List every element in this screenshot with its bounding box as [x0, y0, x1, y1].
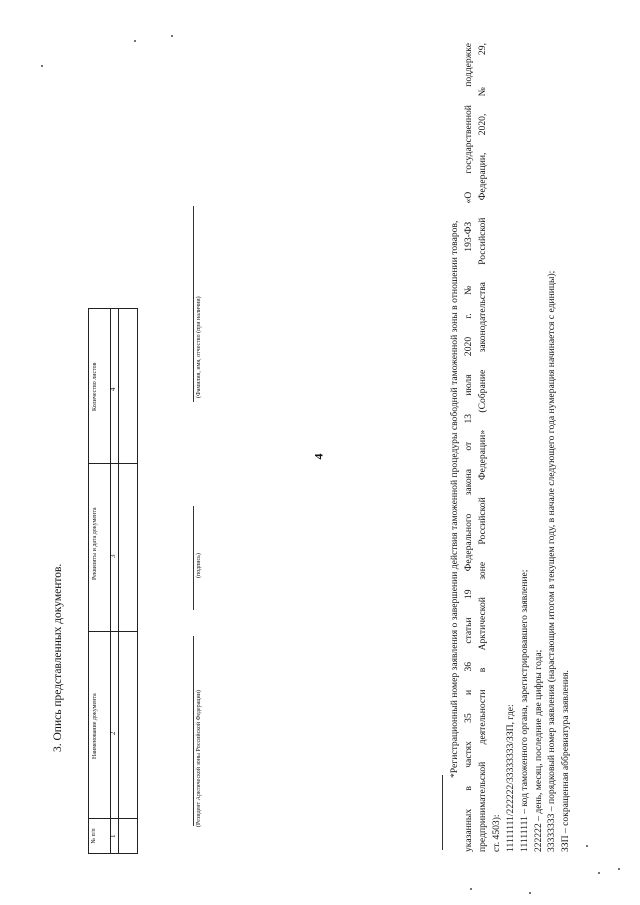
table-rule	[118, 309, 119, 853]
footnote-line: указанных в частях 35 и 36 статьи 19 Федерального закона от 13 июля 2020 г. № 193-ФЗ «О государственной поддержке	[463, 43, 474, 852]
scan-speck	[134, 40, 136, 42]
resident-caption: (Резидент Арктической зоны Российской Федерации)	[196, 690, 202, 827]
table-rule	[89, 631, 137, 632]
footnote-line: ЗЗП – сокращенная аббревиатура заявления.	[560, 670, 571, 852]
column-number-4: 4	[109, 387, 117, 391]
footnote-line: 11111111/222222/33333333/ЗЗП, где:	[505, 704, 516, 852]
column-number-1: 1	[109, 834, 117, 838]
scan-speck	[586, 845, 588, 847]
signature-caption: (подпись)	[196, 553, 202, 578]
footnote-line: 33333333 – порядковый номер заявления (нарастающим итогом в текущем году, в начале следующего года нумерация начинается с единицы);	[546, 270, 557, 852]
scan-speck	[171, 35, 173, 37]
scan-speck	[470, 888, 472, 890]
footnote-separator	[442, 775, 443, 850]
signature-line	[193, 506, 194, 610]
page-number: 4	[311, 453, 326, 460]
footnote-line: *Регистрационный номер заявления о завершении действия таможенной процедуры свободной таможенной зоны в отношении товаров,	[449, 220, 460, 778]
full-name-caption: (Фамилия, имя, отчество (при наличии)	[196, 296, 202, 398]
section-title: 3. Опись представленных документов.	[52, 563, 64, 752]
header-number: № п/п	[91, 828, 97, 844]
scan-speck	[529, 892, 531, 894]
column-number-3: 3	[109, 554, 117, 558]
footnote-line: ст. 4503):	[491, 814, 502, 852]
full-name-line	[193, 206, 194, 402]
table-rule	[89, 463, 137, 464]
footnote-line: 11111111 – код таможенного органа, зарегистрировавшего заявление;	[519, 569, 530, 852]
table-rule	[89, 818, 137, 819]
resident-signature-line	[193, 636, 194, 826]
column-number-2: 2	[109, 731, 117, 735]
scan-speck	[41, 65, 43, 67]
scan-speck	[598, 872, 600, 874]
scan-speck	[618, 868, 620, 870]
header-document-details: Реквизиты и дата документа	[92, 507, 98, 580]
header-document-name: Наименование документа	[92, 693, 98, 759]
header-sheet-count: Количество листов	[92, 362, 98, 411]
footnote-line: 222222 – день, месяц, последние две цифры года;	[533, 649, 544, 852]
footnote-line: предпринимательской деятельности в Арктической зоне Российской Федерации» (Собрание законодательства Российской Федерации, 2020, № 29,	[477, 43, 488, 852]
